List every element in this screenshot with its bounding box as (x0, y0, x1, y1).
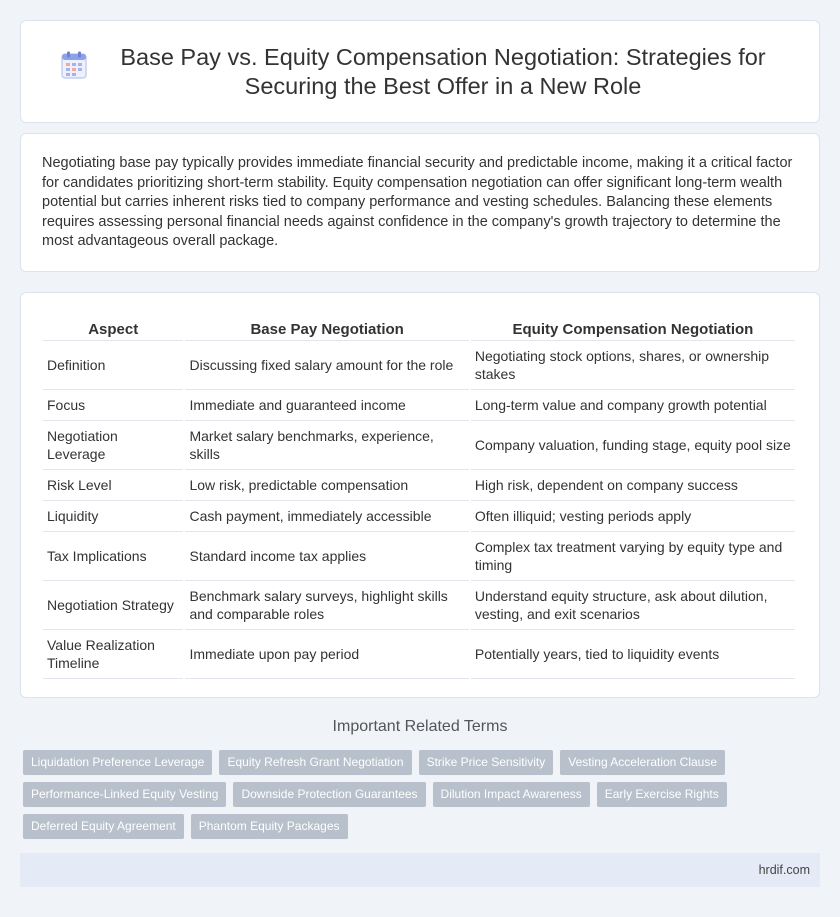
related-term-tag[interactable]: Deferred Equity Agreement (23, 814, 184, 839)
cell-equity: Negotiating stock options, shares, or ownership stakes (471, 341, 795, 390)
table-row (43, 532, 795, 581)
table-row (43, 421, 795, 470)
comparison-card (20, 292, 820, 698)
related-term-tag[interactable]: Equity Refresh Grant Negotiation (219, 750, 411, 775)
cell-base-pay: Standard income tax applies (185, 532, 468, 581)
cell-aspect: Negotiation Leverage (43, 421, 183, 470)
table-row (43, 470, 795, 501)
cell-equity: Long-term value and company growth potential (471, 390, 795, 421)
table-row (43, 630, 795, 679)
table-row (43, 581, 795, 630)
header-aspect: Aspect (43, 313, 183, 341)
intro-paragraph: Negotiating base pay typically provides immediate financial security and predictable income, making it a critical factor for candidates prioritizing short-term stability. Equity compensation negotiation can offer significant long-term wealth potential but carries inherent risks tied to company performance and vesting schedules. Balancing these elements requires assessing personal financial needs against confidence in the company's growth trajectory to determine the most advantageous overall package. (42, 155, 793, 250)
cell-equity: High risk, dependent on company success (471, 470, 795, 501)
intro-card (20, 133, 820, 272)
page-title: Base Pay vs. Equity Compensation Negotiation: Strategies for Securing the Best Offer in a New Role (120, 43, 766, 99)
table-row (43, 341, 795, 390)
cell-base-pay: Discussing fixed salary amount for the role (185, 341, 468, 390)
cell-base-pay: Market salary benchmarks, experience, skills (185, 421, 468, 470)
cell-equity: Complex tax treatment varying by equity type and timing (471, 532, 795, 581)
title-card (20, 20, 820, 123)
table-row (43, 390, 795, 421)
footer-bar (20, 853, 820, 887)
cell-aspect: Focus (43, 390, 183, 421)
header-equity: Equity Compensation Negotiation (471, 313, 795, 341)
cell-equity: Understand equity structure, ask about dilution, vesting, and exit scenarios (471, 581, 795, 630)
related-term-tag[interactable]: Early Exercise Rights (597, 782, 727, 807)
related-terms-list (23, 750, 823, 846)
calendar-icon (61, 51, 87, 79)
related-term-tag[interactable]: Downside Protection Guarantees (233, 782, 425, 807)
related-term-tag[interactable]: Phantom Equity Packages (191, 814, 348, 839)
cell-aspect: Value Realization Timeline (43, 630, 183, 679)
cell-aspect: Tax Implications (43, 532, 183, 581)
comparison-table (41, 313, 797, 679)
related-term-tag[interactable]: Dilution Impact Awareness (433, 782, 590, 807)
cell-base-pay: Immediate upon pay period (185, 630, 468, 679)
cell-base-pay: Immediate and guaranteed income (185, 390, 468, 421)
cell-base-pay: Low risk, predictable compensation (185, 470, 468, 501)
cell-aspect: Definition (43, 341, 183, 390)
table-row (43, 501, 795, 532)
cell-base-pay: Benchmark salary surveys, highlight skills and comparable roles (185, 581, 468, 630)
cell-aspect: Liquidity (43, 501, 183, 532)
related-terms-heading: Important Related Terms (332, 718, 508, 735)
related-term-tag[interactable]: Performance-Linked Equity Vesting (23, 782, 226, 807)
cell-equity: Company valuation, funding stage, equity pool size (471, 421, 795, 470)
cell-aspect: Risk Level (43, 470, 183, 501)
header-base-pay: Base Pay Negotiation (185, 313, 468, 341)
related-term-tag[interactable]: Vesting Acceleration Clause (560, 750, 725, 775)
cell-base-pay: Cash payment, immediately accessible (185, 501, 468, 532)
cell-equity: Potentially years, tied to liquidity events (471, 630, 795, 679)
related-term-tag[interactable]: Strike Price Sensitivity (419, 750, 554, 775)
cell-equity: Often illiquid; vesting periods apply (471, 501, 795, 532)
table-header-row (43, 313, 795, 341)
title-row (21, 21, 819, 122)
cell-aspect: Negotiation Strategy (43, 581, 183, 630)
related-term-tag[interactable]: Liquidation Preference Leverage (23, 750, 212, 775)
footer-site-link[interactable]: hrdif.com (758, 863, 810, 877)
